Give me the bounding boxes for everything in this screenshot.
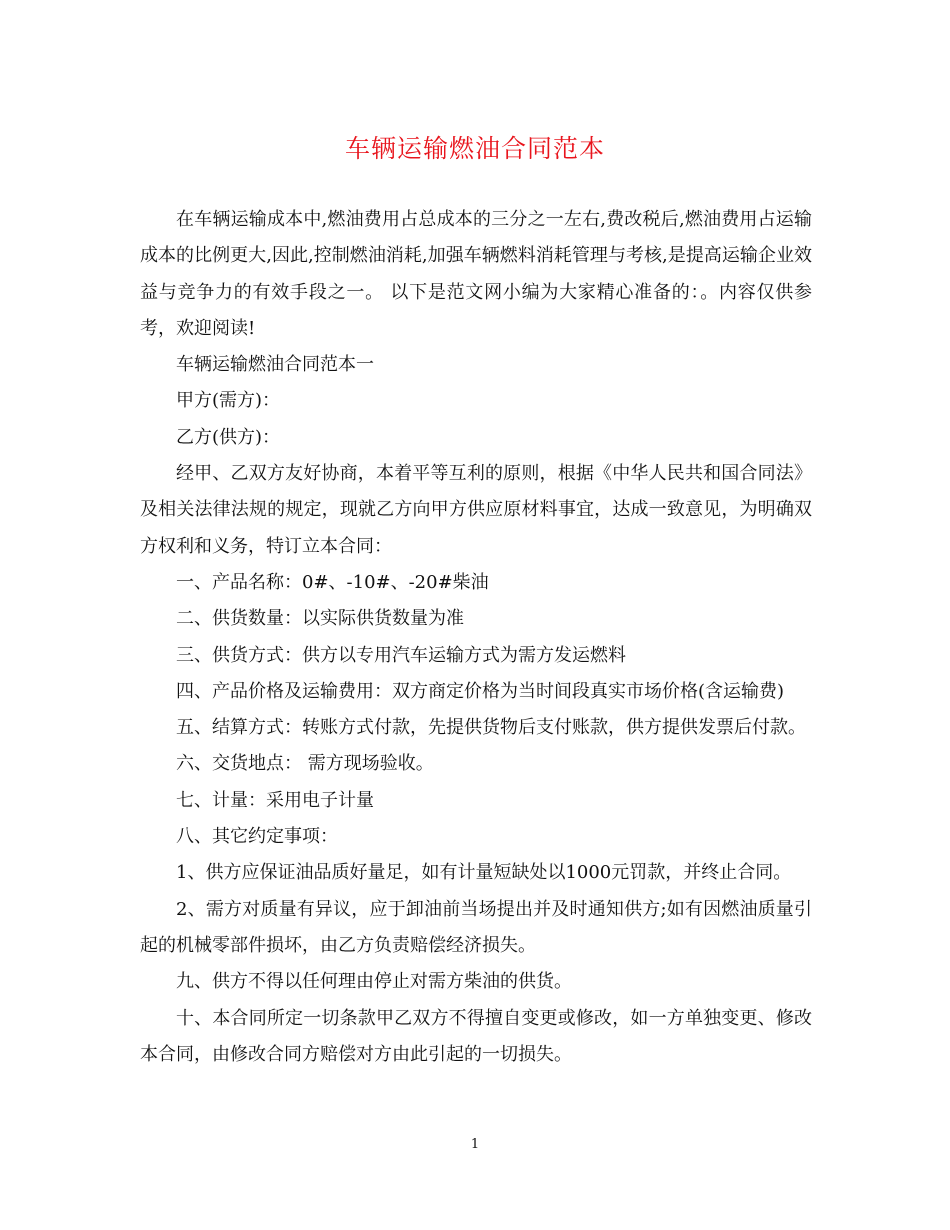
- body-paragraph: 三、供货方式：供方以专用汽车运输方式为需方发运燃料: [176, 644, 626, 666]
- document-title: 车辆运输燃油合同范本: [344, 134, 605, 163]
- body-paragraph: 五、结算方式：转账方式付款，先提供货物后支付账款，供方提供发票后付款。: [176, 717, 806, 739]
- body-paragraph: 六、交货地点： 需方现场验收。: [176, 753, 434, 775]
- body-paragraph: 在车辆运输成本中,燃油费用占总成本的三分之一左右,费改税后,燃油费用占运输成本的比例更大,因此,控制燃油消耗,加强车辆燃料消耗管理与考核,是提高运输企业效益与竞争力的有效手段之一。 以下是范文网小编为大家精心准备的：。内容仅供参考，欢迎阅读!: [140, 209, 812, 339]
- body-paragraph: 十、本合同所定一切条款甲乙双方不得擅自变更或修改，如一方单独变更、修改本合同，由修改合同方赔偿对方由此引起的一切损失。: [140, 1007, 812, 1065]
- body-paragraph: 2、需方对质量有异议，应于卸油前当场提出并及时通知供方;如有因燃油质量引起的机械零部件损坏，由乙方负责赔偿经济损失。: [140, 898, 812, 956]
- body-paragraph: 甲方(需方)：: [176, 390, 281, 412]
- body-paragraph: 二、供货数量：以实际供货数量为准: [176, 608, 464, 630]
- document-body: [140, 202, 812, 1073]
- body-paragraph: 八、其它约定事项：: [176, 826, 338, 848]
- body-paragraph: 车辆运输燃油合同范本一: [176, 354, 374, 376]
- body-paragraph: 一、产品名称：0#、-10#、-20#柴油: [176, 571, 489, 593]
- body-paragraph: 经甲、乙双方友好协商，本着平等互利的原则，根据《中华人民共和国合同法》及相关法律法规的规定，现就乙方向甲方供应原材料事宜，达成一致意见，为明确双方权利和义务，特订立本合同：: [140, 463, 812, 557]
- body-paragraph: 1、供方应保证油品质好量足，如有计量短缺处以1000元罚款，并终止合同。: [176, 862, 792, 884]
- body-paragraph: 四、产品价格及运输费用：双方商定价格为当时间段真实市场价格(含运输费): [176, 680, 785, 702]
- page-number: 1: [470, 1137, 480, 1152]
- body-paragraph: 九、供方不得以任何理由停止对需方柴油的供货。: [176, 971, 572, 993]
- body-paragraph: 乙方(供方)：: [176, 426, 281, 448]
- body-paragraph: 七、计量：采用电子计量: [176, 789, 374, 811]
